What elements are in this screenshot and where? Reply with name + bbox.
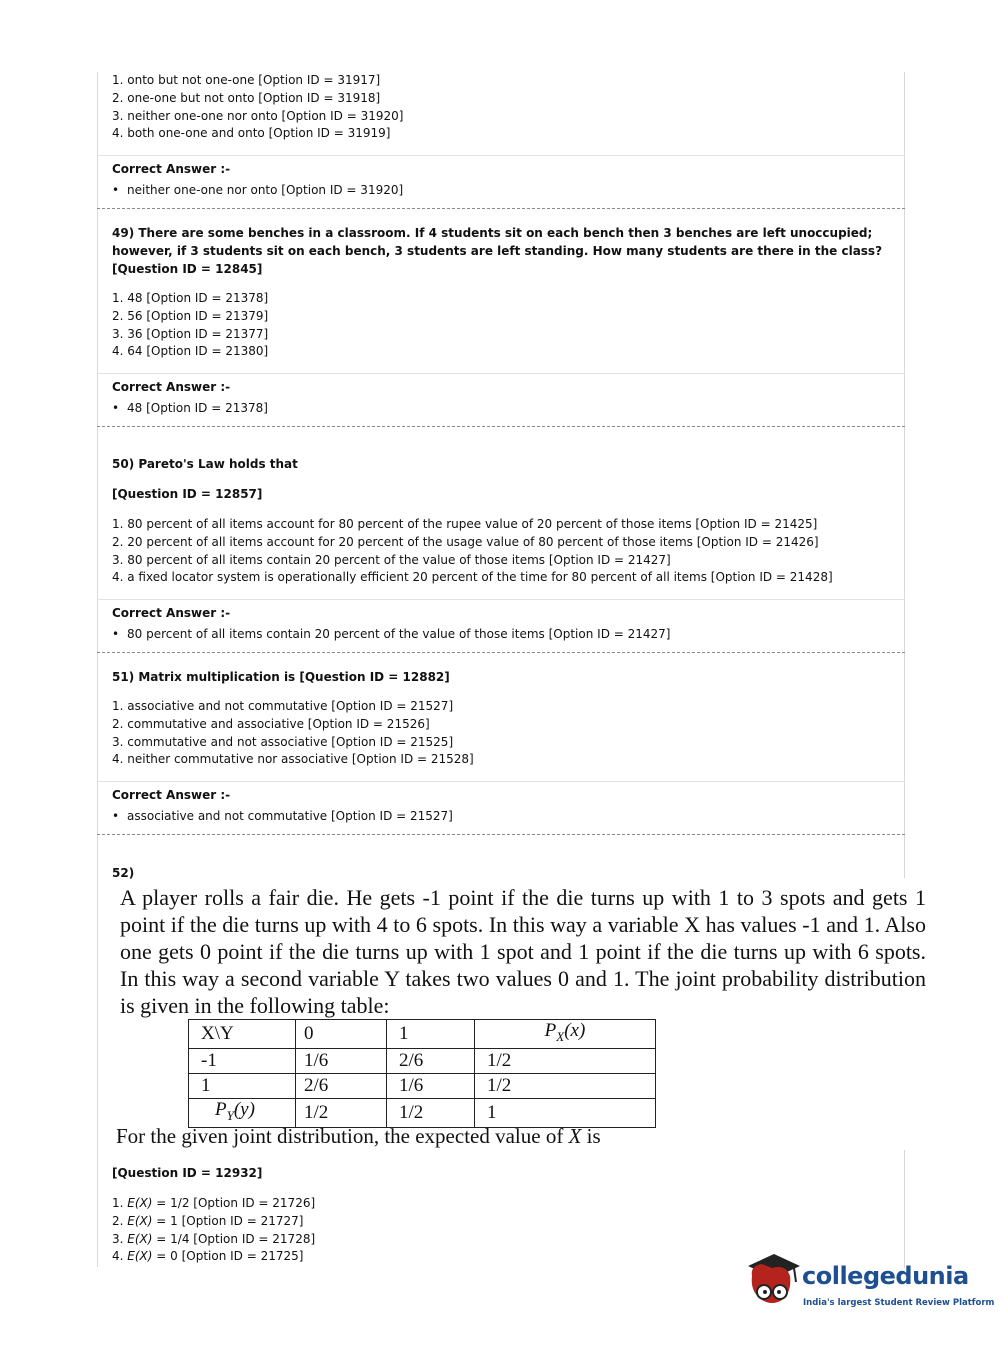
table-cell: X\Y xyxy=(189,1020,296,1049)
table-cell: 2/6 xyxy=(296,1073,387,1098)
px-argument: (x) xyxy=(564,1020,586,1041)
divider xyxy=(97,781,905,782)
question-id: [Question ID = 12932] xyxy=(112,1166,263,1180)
table-cell: 1 xyxy=(475,1098,656,1127)
table-cell: -1 xyxy=(189,1048,296,1073)
question-separator xyxy=(97,208,905,209)
option: 1. 48 [Option ID = 21378] xyxy=(112,291,269,305)
option-number: 3. xyxy=(112,1231,124,1246)
question-text: 50) Pareto's Law holds that xyxy=(112,457,298,471)
after-table-text: For the given joint distribution, the expected value of xyxy=(116,1124,564,1148)
correct-answer: • 48 [Option ID = 21378] xyxy=(112,400,268,418)
option: 4. a fixed locator system is operationally efficient 20 percent of the time for 80 percent of all items [Option ID = 21428] xyxy=(112,570,833,585)
joint-distribution-table xyxy=(188,1019,656,1128)
q52-number xyxy=(112,864,134,882)
option-expr: E(X) xyxy=(127,1196,153,1210)
q51-question xyxy=(112,668,450,686)
question-text: however, if 3 students sit on each bench, 3 students are left standing. How many students are there in the class? xyxy=(112,244,883,258)
table-cell: 2/6 xyxy=(387,1048,475,1073)
option: 3. commutative and not associative [Option ID = 21525] xyxy=(112,734,454,749)
question-text: 49) There are some benches in a classroom. If 4 students sit on each bench then 3 benches are left unoccupied; xyxy=(112,226,873,240)
q52-options xyxy=(112,1195,315,1266)
divider xyxy=(97,155,905,156)
q48-correct-answer xyxy=(112,161,403,200)
table-cell: 1/6 xyxy=(296,1048,387,1073)
px-symbol: P xyxy=(544,1020,557,1041)
q52-question-id xyxy=(112,1164,262,1182)
question-separator xyxy=(97,652,905,653)
option-number: 2. xyxy=(112,1213,124,1228)
logo-wordmark: collegedunia xyxy=(802,1262,969,1290)
right-border xyxy=(904,72,905,878)
question-id: [Question ID = 12857] xyxy=(112,487,263,501)
option xyxy=(112,1213,315,1231)
q50-question xyxy=(112,455,298,503)
correct-answer-label: Correct Answer :- xyxy=(112,380,231,394)
py-argument: (y) xyxy=(233,1098,255,1120)
option xyxy=(112,1248,315,1266)
table-cell: 1/2 xyxy=(296,1098,387,1127)
option: 3. 36 [Option ID = 21377] xyxy=(112,326,269,341)
option-number: 1. xyxy=(112,1196,124,1210)
q49-options xyxy=(112,290,268,361)
option-rest: = 1/4 [Option ID = 21728] xyxy=(156,1231,316,1246)
option: 2. 20 percent of all items account for 20 percent of the usage value of 80 percent of those items [Option ID = 21426] xyxy=(112,534,819,549)
table-cell: 1 xyxy=(387,1020,475,1049)
table-row xyxy=(189,1073,656,1098)
option: 4. neither commutative nor associative [Option ID = 21528] xyxy=(112,752,474,767)
option: 1. associative and not commutative [Option ID = 21527] xyxy=(112,699,454,713)
table-cell: 1/2 xyxy=(387,1098,475,1127)
option: 2. commutative and associative [Option ID = 21526] xyxy=(112,716,430,731)
option-expr: E(X) xyxy=(127,1231,153,1246)
table-cell: 0 xyxy=(296,1020,387,1049)
q51-options xyxy=(112,698,474,769)
option: 2. one-one but not onto [Option ID = 31918] xyxy=(112,90,381,105)
option: 1. 80 percent of all items account for 80 percent of the rupee value of 20 percent of those items [Option ID = 21425] xyxy=(112,517,818,531)
left-border xyxy=(97,72,98,1267)
option-rest: = 1 [Option ID = 21727] xyxy=(156,1213,304,1228)
divider xyxy=(97,373,905,374)
option xyxy=(112,1195,315,1213)
q50-correct-answer xyxy=(112,605,670,644)
correct-answer: • associative and not commutative [Option ID = 21527] xyxy=(112,808,453,826)
question-id: [Question ID = 12845] xyxy=(112,262,263,276)
q48-options xyxy=(112,72,403,143)
option-number: 4. xyxy=(112,1249,124,1264)
divider xyxy=(97,599,905,600)
table-cell: 1 xyxy=(189,1073,296,1098)
py-symbol: P xyxy=(215,1098,227,1120)
option: 1. onto but not one-one [Option ID = 31917] xyxy=(112,73,381,87)
correct-answer-label: Correct Answer :- xyxy=(112,606,231,620)
q49-correct-answer xyxy=(112,379,268,418)
correct-answer-label: Correct Answer :- xyxy=(112,162,231,176)
table-cell: 1/6 xyxy=(387,1073,475,1098)
option-rest: = 1/2 [Option ID = 21726] xyxy=(156,1196,316,1210)
logo-tagline: India's largest Student Review Platform xyxy=(803,1298,995,1308)
collegedunia-logo xyxy=(742,1248,995,1320)
option-expr: E(X) xyxy=(127,1249,153,1264)
option: 4. 64 [Option ID = 21380] xyxy=(112,344,269,359)
question-separator xyxy=(97,834,905,835)
table-header-row xyxy=(189,1020,656,1049)
correct-answer: • 80 percent of all items contain 20 percent of the value of those items [Option ID = 21427] xyxy=(112,626,670,644)
q49-question xyxy=(112,224,882,278)
table-cell: 1/2 xyxy=(475,1048,656,1073)
option: 2. 56 [Option ID = 21379] xyxy=(112,308,269,323)
option xyxy=(112,1231,315,1249)
option-expr: E(X) xyxy=(127,1213,153,1228)
option: 3. 80 percent of all items contain 20 percent of the value of those items [Option ID = 21427] xyxy=(112,552,671,567)
after-table-end: is xyxy=(586,1124,601,1148)
question-separator xyxy=(97,426,905,427)
table-cell: 1/2 xyxy=(475,1073,656,1098)
question-text: 51) Matrix multiplication is [Question ID = 12882] xyxy=(112,670,450,684)
table-cell-px xyxy=(475,1020,656,1049)
q51-correct-answer xyxy=(112,787,453,826)
px-subscript: X xyxy=(556,1028,565,1044)
correct-answer-label: Correct Answer :- xyxy=(112,788,231,802)
q50-options xyxy=(112,516,833,587)
correct-answer: • neither one-one nor onto [Option ID = 31920] xyxy=(112,182,403,200)
question-number: 52) xyxy=(112,866,135,880)
option: 3. neither one-one nor onto [Option ID = 31920] xyxy=(112,108,404,123)
mascot-icon xyxy=(742,1248,802,1314)
py-subscript: Y xyxy=(226,1107,234,1123)
variable-x: X xyxy=(568,1124,582,1148)
option: 4. both one-one and onto [Option ID = 31919] xyxy=(112,126,391,141)
table-row xyxy=(189,1048,656,1073)
option-rest: = 0 [Option ID = 21725] xyxy=(156,1249,304,1264)
q52-after-table xyxy=(116,1123,924,1150)
q52-question-paragraph: A player rolls a fair die. He gets -1 point if the die turns up with 1 to 3 spots and gets 1 point if the die turns up with 4 to 6 spots. In this way a variable X has values -1 and 1. Also one gets 0 point if the die turns up with 1 spot and 1 point if the die turns up with 6 spots. In this way a second variable Y takes two values 0 and 1. The joint probability distribution is given in the following table: xyxy=(120,885,926,1018)
